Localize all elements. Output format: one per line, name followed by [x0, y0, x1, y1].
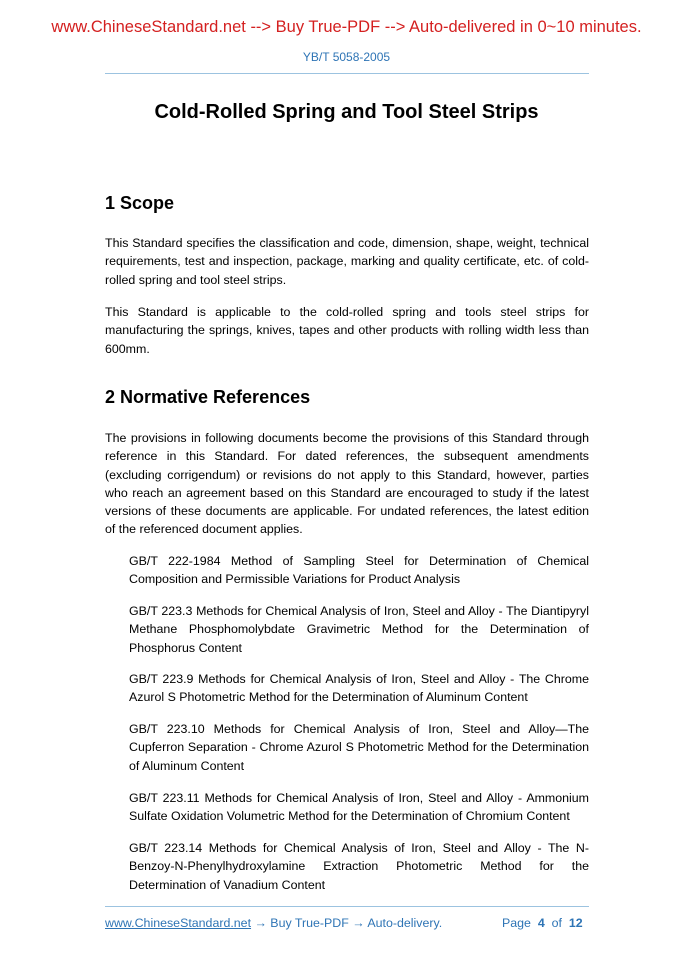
- promo-banner[interactable]: www.ChineseStandard.net --> Buy True-PDF --> Auto-delivered in 0~10 minutes.: [51, 18, 642, 36]
- page-label: Page: [502, 916, 531, 930]
- footer-promo: [105, 916, 442, 930]
- reference-item: GB/T 223.9 Methods for Chemical Analysis of Iron, Steel and Alloy - The Chrome Azurol S Photometric Method for the Determination of Aluminum Content: [129, 672, 589, 705]
- document-number: YB/T 5058-2005: [302, 50, 391, 64]
- section-heading-normative-references: 2 Normative References: [105, 387, 311, 407]
- reference-item: GB/T 223.14 Methods for Chemical Analysis of Iron, Steel and Alloy - The N-Benzoy-N-Phenylhydroxylamine Extraction Photometric Method for the Determination of Vanadium Content: [129, 841, 589, 892]
- reference-item: GB/T 223.11 Methods for Chemical Analysis of Iron, Steel and Alloy - Ammonium Sulfate Oxidation Volumetric Method for the Determination of Chromium Content: [129, 791, 589, 824]
- footer-tagline: → Buy True-PDF → Auto-delivery.: [251, 916, 443, 930]
- footer-site-link[interactable]: www.ChineseStandard.net: [105, 916, 252, 930]
- paragraph: This Standard is applicable to the cold-rolled spring and tools steel strips for manufacturing the springs, knives, tapes and other products with rolling width less than 600mm.: [105, 305, 589, 356]
- of-label: of: [551, 916, 562, 930]
- reference-item: GB/T 222-1984 Method of Sampling Steel for Determination of Chemical Composition and Permissible Variations for Product Analysis: [129, 554, 589, 587]
- page-current: 4: [537, 916, 545, 930]
- page-total: 12: [568, 916, 583, 930]
- footer-divider: [105, 906, 589, 907]
- page-indicator: [502, 916, 583, 930]
- page-title: Cold-Rolled Spring and Tool Steel Strips: [154, 101, 539, 123]
- reference-item: GB/T 223.10 Methods for Chemical Analysis of Iron, Steel and Alloy—The Cupferron Separation - Chrome Azurol S Photometric Method for the Determination of Aluminum Content: [129, 722, 589, 773]
- paragraph: This Standard specifies the classification and code, dimension, shape, weight, technical requirements, test and inspection, package, marking and quality certificate, etc. of cold-rolled spring and tool steel strips.: [105, 236, 589, 287]
- reference-item: GB/T 223.3 Methods for Chemical Analysis of Iron, Steel and Alloy - The Diantipyryl Methane Phosphomolybdate Gravimetric Method for the Determination of Phosphorus Content: [129, 604, 589, 655]
- section-heading-scope: 1 Scope: [105, 193, 175, 213]
- header-divider: [105, 73, 589, 74]
- paragraph: The provisions in following documents become the provisions of this Standard through reference in this Standard. For dated references, the subsequent amendments (excluding corrigendum) or revisions do not apply to this Standard, however, parties who reach an agreement based on this Standard are encouraged to study if the latest versions of these documents are applicable. For undated references, the latest edition of the referenced document applies.: [105, 431, 589, 537]
